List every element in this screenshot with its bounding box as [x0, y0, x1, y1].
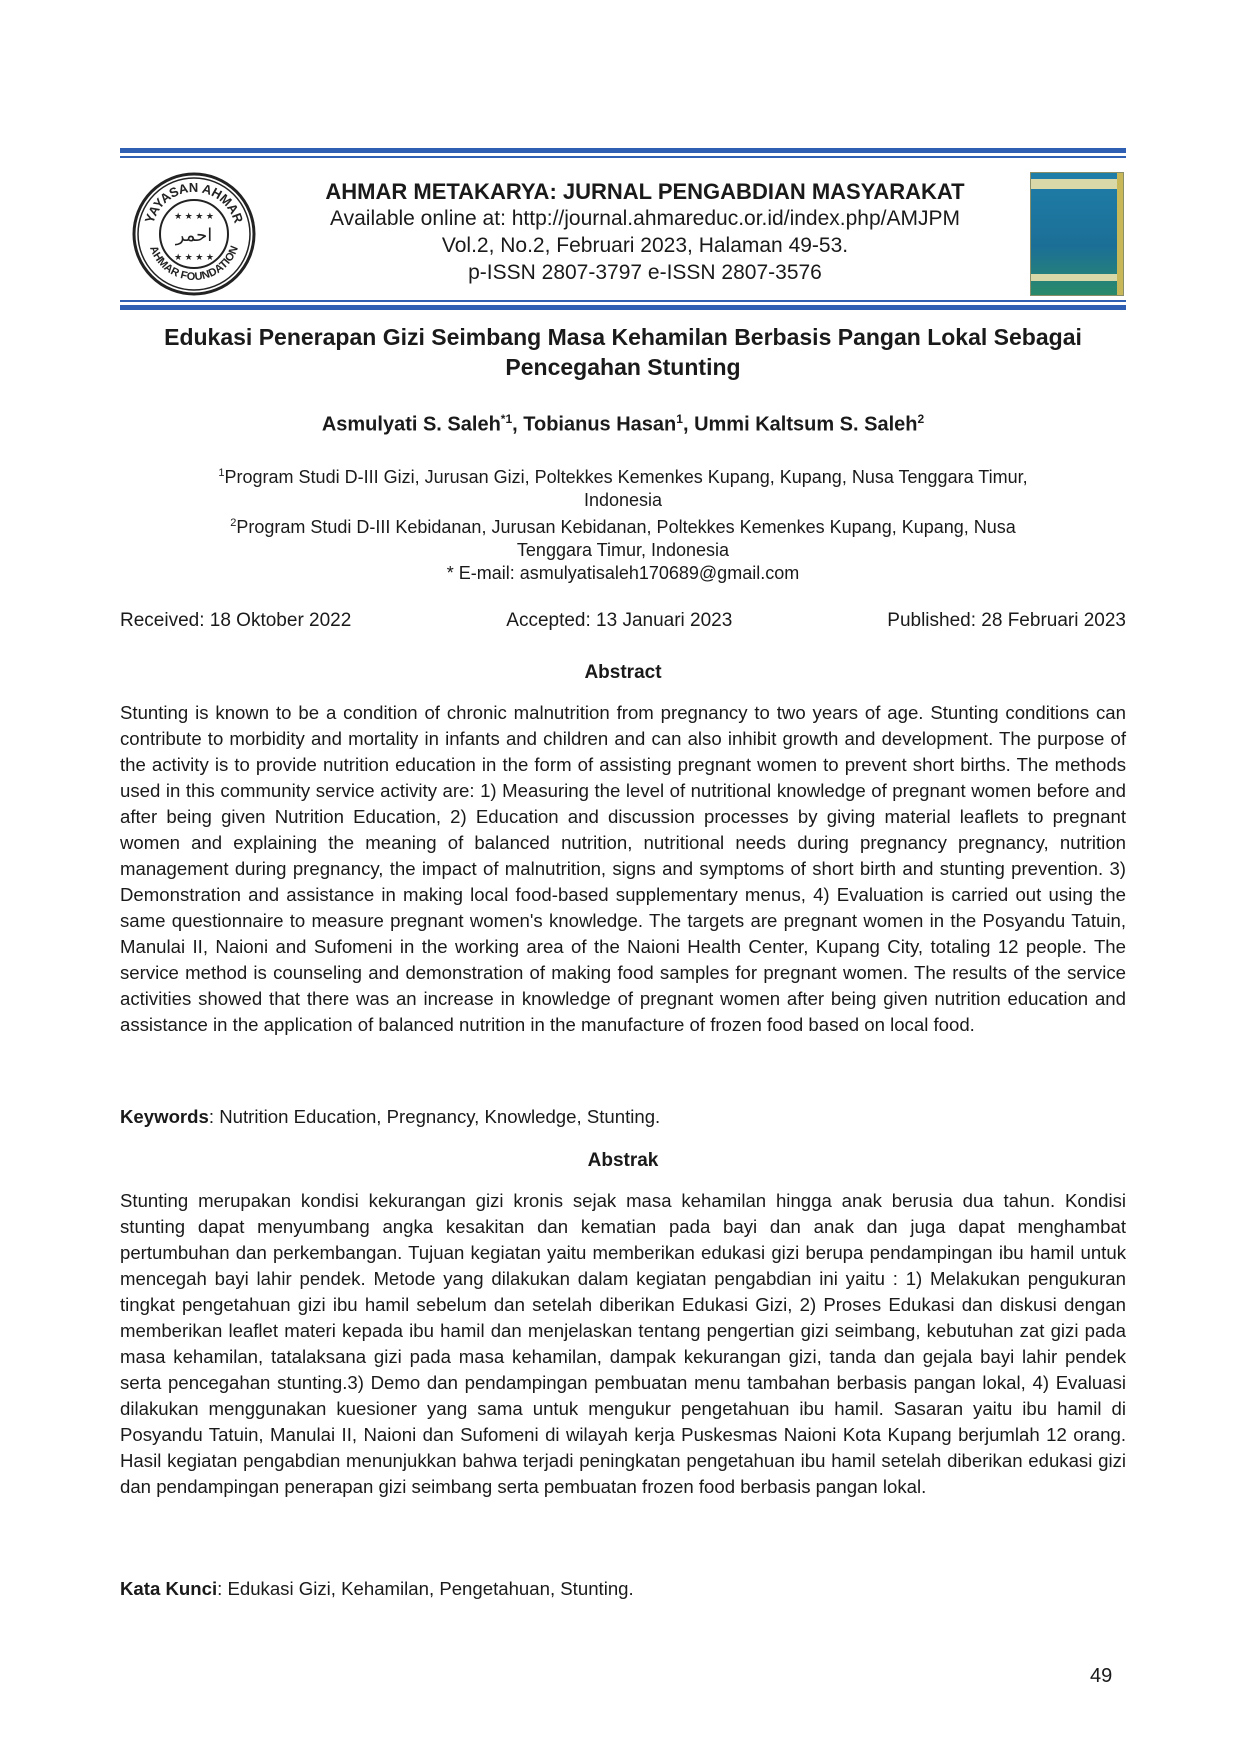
- author-sep: ,: [512, 413, 524, 436]
- logo-text-top: YAYASAN AHMAR: [141, 179, 247, 225]
- author-mark: *1: [500, 412, 513, 426]
- keywords-list: : Nutrition Education, Pregnancy, Knowledge, Stunting.: [208, 1106, 661, 1127]
- page-number: 49: [1090, 1665, 1113, 1687]
- article-title: [120, 322, 1126, 382]
- affil-mark: 2: [230, 517, 237, 529]
- kata-kunci-label: Kata Kunci: [120, 1578, 218, 1599]
- author-sep: ,: [682, 413, 695, 436]
- header-rule-bottom: [120, 300, 1126, 312]
- affiliations: [120, 462, 1126, 585]
- journal-info: [270, 178, 1020, 286]
- journal-title: AHMAR METAKARYA: JURNAL PENGABDIAN MASYARAKAT: [325, 179, 965, 204]
- available-online: Available online at: http://journal.ahmareduc.or.id/index.php/AMJPM: [330, 207, 960, 230]
- kata-kunci: [120, 1578, 1126, 1600]
- logo-text-center: احمر: [175, 225, 213, 246]
- title-line-2: Pencegahan Stunting: [505, 354, 741, 380]
- foundation-logo-icon: [132, 172, 256, 296]
- svg-text:★ ★ ★ ★: ★ ★ ★ ★: [174, 211, 214, 221]
- author-mark: 1: [676, 412, 683, 426]
- keywords-label: Keywords: [120, 1106, 209, 1127]
- abstract-heading: Abstract: [584, 662, 662, 683]
- keywords: [120, 1106, 1126, 1128]
- affil-line: Indonesia: [583, 490, 663, 510]
- affil-line: Program Studi D-III Gizi, Jurusan Gizi, Poltekkes Kemenkes Kupang, Kupang, Nusa Tenggara Timur,: [224, 467, 1028, 487]
- abstrak-text: Stunting merupakan kondisi kekurangan gizi kronis sejak masa kehamilan hingga anak berusia dua tahun. Kondisi stunting dapat menyumbang angka kesakitan dan kematian pada bayi dan anak dan juga dapat menghambat pertumbuhan dan perkembangan. Tujuan kegiatan yaitu memberikan edukasi gizi berupa pendampingan ibu hamil untuk mencegah bayi lahir pendek. Metode yang dilakukan dalam kegiatan pengabdian ini yaitu : 1) Melakukan pengukuran tingkat pengetahuan gizi ibu hamil sebelum dan setelah diberikan Edukasi Gizi, 2) Proses Edukasi dan diskusi dengan memberikan leaflet materi kepada ibu hamil dan menjelaskan tentang pengertian gizi seimbang, kebutuhan zat gizi pada masa kehamilan, tatalaksana gizi pada masa kehamilan, dampak kekurangan gizi, tanda dan gejala bayi lahir pendek serta pencegahan stunting.3) Demo dan pendampingan pembuatan menu tambahan berbasis pangan lokal, 4) Evaluasi dilakukan menggunakan kuesioner yang sama untuk mengukur pengetahuan ibu hamil. Sasaran yaitu ibu hamil di Posyandu Tatuin, Manulai II, Naioni dan Sufomeni di wilayah kerja Puskesmas Naioni Kota Kupang berjumlah 12 orang. Hasil kegiatan pengabdian menunjukkan bahwa terjadi peningkatan pengetahuan ibu hamil setelah diberikan edukasi gizi dan pendampingan penerapan gizi seimbang serta pembuatan frozen food berbasis pangan lokal.: [120, 1190, 1126, 1497]
- journal-cover-icon: [1030, 172, 1124, 296]
- svg-text:★ ★ ★ ★: ★ ★ ★ ★: [174, 252, 214, 262]
- author-list: [120, 412, 1126, 437]
- article-dates: [120, 610, 1126, 632]
- issn-info: p-ISSN 2807-3797 e-ISSN 2807-3576: [468, 261, 822, 284]
- title-line-1: Edukasi Penerapan Gizi Seimbang Masa Kehamilan Berbasis Pangan Lokal Sebagai: [164, 324, 1082, 350]
- received-date: Received: 18 Oktober 2022: [120, 610, 352, 631]
- author-name: Asmulyati S. Saleh: [321, 413, 501, 436]
- abstract-text: Stunting is known to be a condition of chronic malnutrition from pregnancy to two years of age. Stunting conditions can contribute to morbidity and mortality in infants and children and can also inhibit growth and development. The purpose of the activity is to provide nutrition education in the form of assisting pregnant women to prevent short births. The methods used in this community service activity are: 1) Measuring the level of nutritional knowledge of pregnant women before and after being given Nutrition Education, 2) Education and discussion processes by giving material leaflets to pregnant women and explaining the meaning of balanced nutrition, nutritional needs during pregnancy pregnancy, nutrition management during pregnancy, the impact of malnutrition, signs and symptoms of short birth and stunting prevention. 3) Demonstration and assistance in making local food-based supplementary menus, 4) Evaluation is carried out using the same questionnaire to measure pregnant women's knowledge. The targets are pregnant women in the Posyandu Tatuin, Manulai II, Naioni and Sufomeni in the working area of the Naioni Health Center, Kupang City, totaling 12 people. The service method is counseling and demonstration of making food samples for pregnant women. The results of the service activities showed that there was an increase in knowledge of pregnant women after being given nutrition education and assistance in the application of balanced nutrition in the manufacture of frozen food based on local food.: [120, 702, 1126, 1035]
- affil-mark: 1: [218, 467, 225, 479]
- affil-line: Tenggara Timur, Indonesia: [516, 540, 730, 560]
- email-link[interactable]: * E-mail: asmulyatisaleh170689@gmail.com: [446, 563, 800, 583]
- accepted-date: Accepted: 13 Januari 2023: [506, 610, 733, 631]
- kata-kunci-list: : Edukasi Gizi, Kehamilan, Pengetahuan, Stunting.: [217, 1578, 634, 1599]
- volume-info: Vol.2, No.2, Februari 2023, Halaman 49-53.: [441, 234, 849, 257]
- affil-line: Program Studi D-III Kebidanan, Jurusan Kebidanan, Poltekkes Kemenkes Kupang, Kupang, Nusa: [236, 517, 1016, 537]
- author-name: Tobianus Hasan: [523, 413, 677, 436]
- header-rule-top: [120, 148, 1126, 160]
- author-mark: 2: [917, 412, 925, 426]
- logo-text-bottom: AHMAR FOUNDATION: [147, 244, 241, 284]
- abstrak-heading: Abstrak: [587, 1150, 659, 1171]
- published-date: Published: 28 Februari 2023: [887, 610, 1126, 631]
- author-name: Ummi Kaltsum S. Saleh: [694, 413, 918, 436]
